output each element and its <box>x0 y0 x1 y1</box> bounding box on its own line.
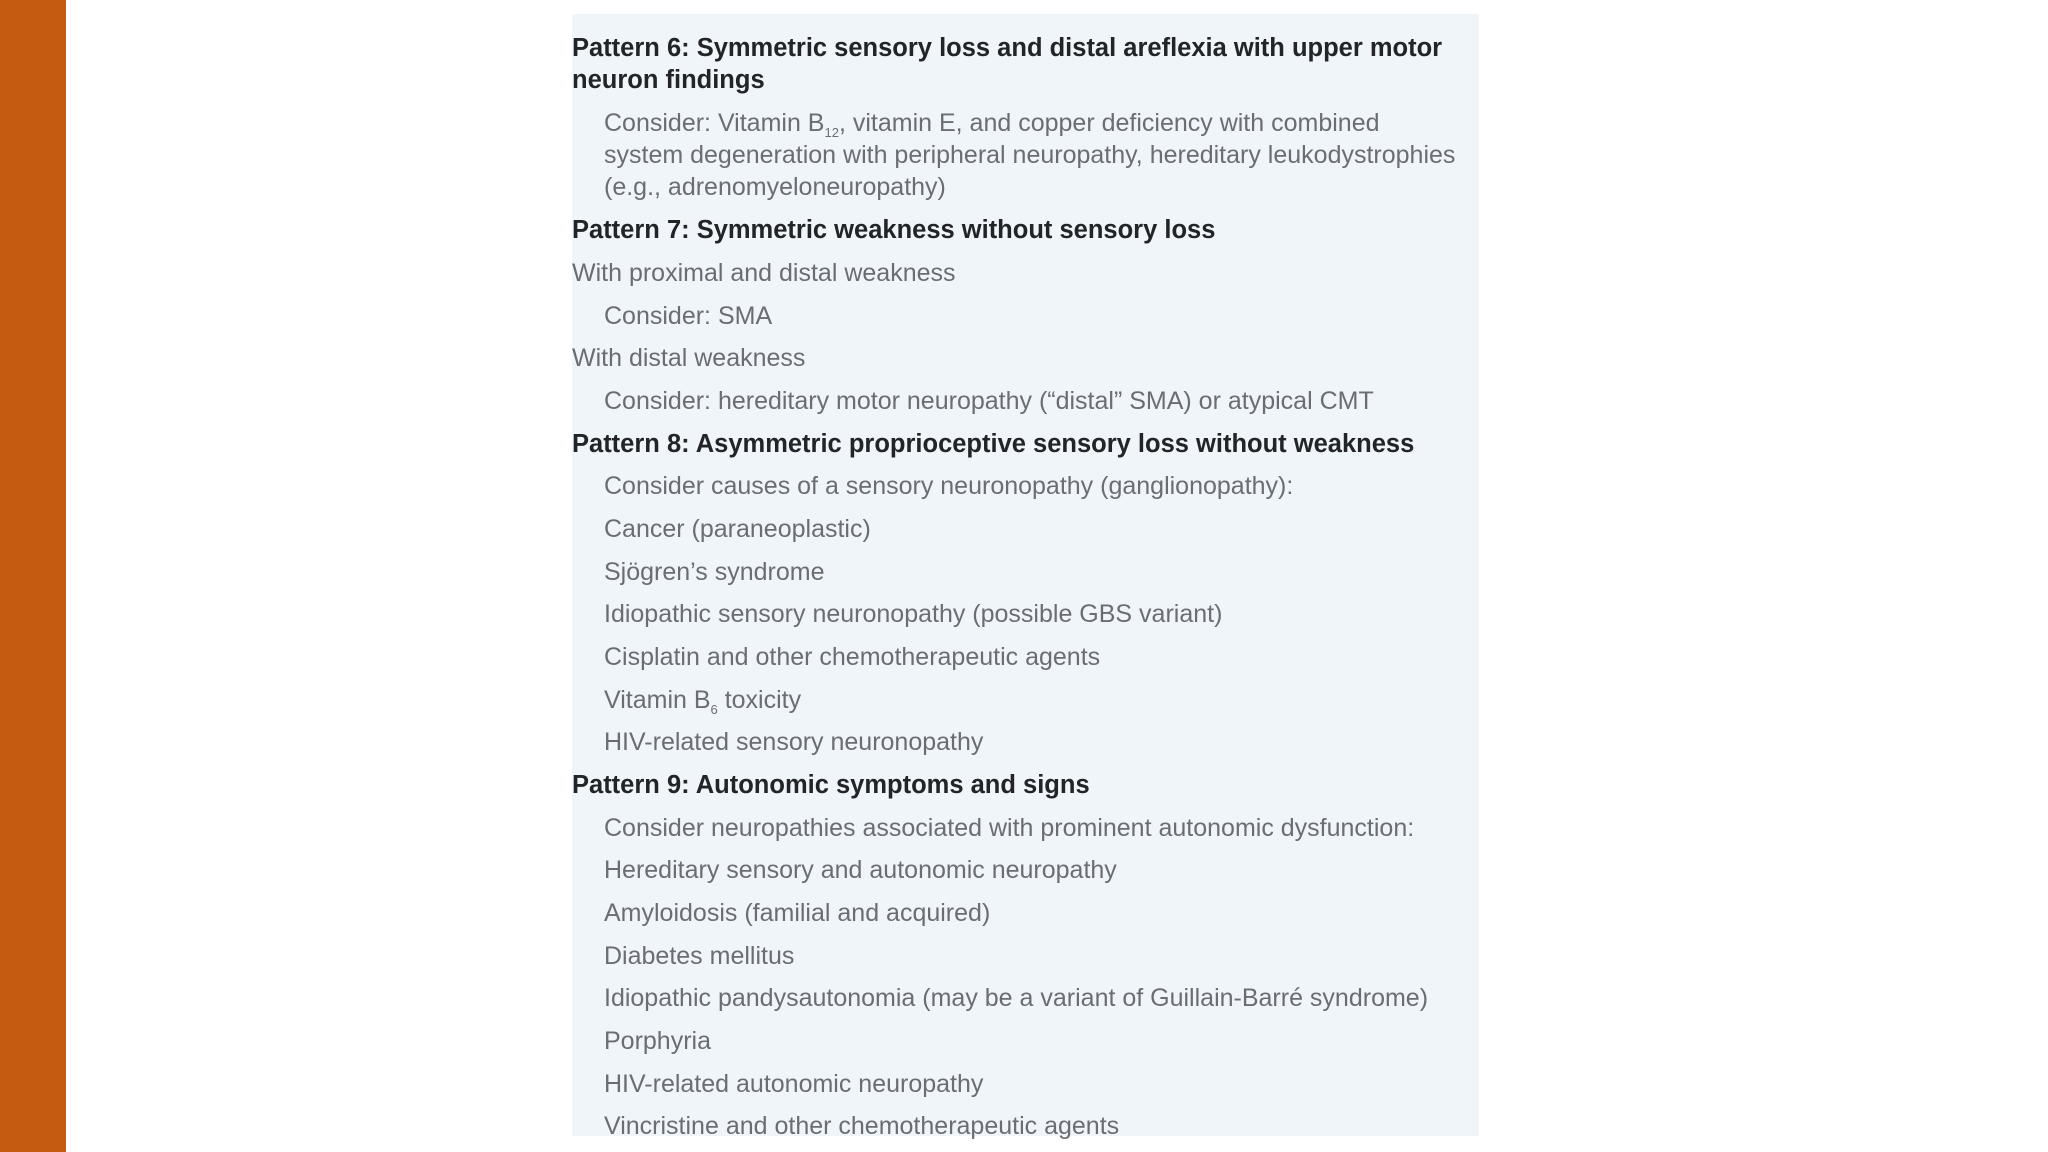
pattern-7-distal: With distal weakness <box>572 344 806 372</box>
pattern-6-consider-line-3: (e.g., adrenomyeloneuropathy) <box>604 173 946 201</box>
pattern-7-proximal-distal: With proximal and distal weakness <box>572 259 956 287</box>
pattern-6-heading-line-1: Pattern 6: Symmetric sensory loss and distal areflexia with upper motor <box>572 34 1443 62</box>
pattern-8-consider: Consider causes of a sensory neuronopathy (ganglionopathy): <box>604 472 1294 500</box>
vitamin-b12-subscript: 12 <box>824 125 839 140</box>
vitamin-b6-text: Vitamin B <box>604 686 711 714</box>
pattern-9-item-pandysautonomia: Idiopathic pandysautonomia (may be a variant of Guillain-Barré syndrome) <box>604 984 1429 1012</box>
accent-side-bar <box>0 0 66 1152</box>
pattern-8-item-hiv: HIV-related sensory neuronopathy <box>604 728 984 756</box>
pattern-7-consider-hmn: Consider: hereditary motor neuropathy (“distal” SMA) or atypical CMT <box>604 387 1374 415</box>
pattern-6-consider-line-1 <box>604 107 1380 139</box>
pattern-9-item-diabetes: Diabetes mellitus <box>604 942 795 970</box>
pattern-9-item-vincristine: Vincristine and other chemotherapeutic agents <box>604 1112 1120 1140</box>
pattern-8-item-vitamin-b6 <box>604 684 801 716</box>
pattern-8-heading: Pattern 8: Asymmetric proprioceptive sensory loss without weakness <box>572 430 1415 458</box>
pattern-6-heading-line-2: neuron findings <box>572 66 765 94</box>
vitamin-b6-continuation: toxicity <box>717 686 802 714</box>
pattern-8-item-cancer: Cancer (paraneoplastic) <box>604 515 871 543</box>
pattern-9-consider: Consider neuropathies associated with prominent autonomic dysfunction: <box>604 814 1415 842</box>
pattern-9-item-hiv: HIV-related autonomic neuropathy <box>604 1070 984 1098</box>
pattern-9-item-porphyria: Porphyria <box>604 1027 711 1055</box>
pattern-6-consider-continuation: , vitamin E, and copper deficiency with combined <box>838 109 1380 137</box>
pattern-9-item-amyloidosis: Amyloidosis (familial and acquired) <box>604 899 991 927</box>
pattern-6-consider-text: Consider: Vitamin B <box>604 109 825 137</box>
vitamin-b6-subscript: 6 <box>710 702 718 717</box>
pattern-9-item-hsan: Hereditary sensory and autonomic neuropathy <box>604 856 1117 884</box>
pattern-9-heading: Pattern 9: Autonomic symptoms and signs <box>572 771 1090 799</box>
pattern-7-consider-sma: Consider: SMA <box>604 302 773 330</box>
content-panel <box>572 14 1479 1140</box>
pattern-6-consider-line-2: system degeneration with peripheral neuropathy, hereditary leukodystrophies <box>604 141 1456 169</box>
pattern-8-item-sjogren: Sjögren’s syndrome <box>604 558 825 586</box>
pattern-7-heading: Pattern 7: Symmetric weakness without sensory loss <box>572 216 1216 244</box>
pattern-8-item-cisplatin: Cisplatin and other chemotherapeutic agents <box>604 643 1101 671</box>
pattern-8-item-idiopathic: Idiopathic sensory neuronopathy (possible GBS variant) <box>604 600 1223 628</box>
